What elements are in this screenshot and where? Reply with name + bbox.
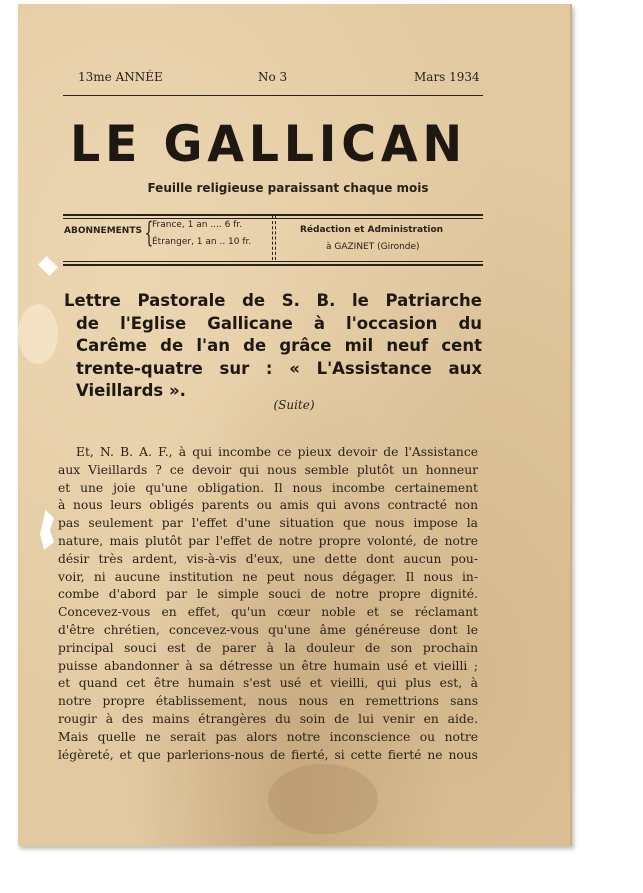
redaction-address: à GAZINET (Gironde) (326, 242, 420, 252)
continued-label: (Suite) (273, 398, 315, 412)
heading-line: Carême de l'an de grâce mil neuf cent (76, 336, 482, 355)
body-line: légèreté, et que parlerions-nous de fierté, si cette fierté ne nous (58, 747, 478, 762)
paper-tear (38, 256, 58, 276)
subscription-bottom-rule (63, 264, 483, 266)
heading-line: trente-quatre sur : « L'Assistance aux (76, 358, 482, 378)
body-line: rougir à des mains étrangères du soin de lui venir en aide. (58, 711, 478, 726)
issue-number: No 3 (258, 70, 288, 84)
newspaper-page (18, 4, 572, 846)
body-line: voir, ni aucune institution ne peut nous dégager. Il nous in- (58, 569, 478, 584)
body-line: notre propre établissement, nous nous en remettrions sans (58, 694, 478, 709)
body-line: et une joie qu'une obligation. Il nous incombe certainement (58, 480, 478, 495)
heading-line: de l'Eglise Gallicane à l'occasion du (76, 313, 482, 333)
body-line: désir très ardent, vis-à-vis d'eux, une dette dont aucun pou- (58, 551, 478, 566)
subscription-top-rule (63, 214, 483, 216)
body-line: à nous leurs obligés parents ou amis qui avons contracté non (58, 498, 478, 513)
masthead-top-rule (63, 95, 483, 96)
body-line: pas seulement par l'effet d'une situation que nous impose la (58, 516, 478, 531)
heading-line: Lettre Pastorale de S. B. le Patriarche (64, 291, 482, 310)
redaction-label: Rédaction et Administration (300, 225, 444, 235)
newspaper-title: LE GALLICAN (70, 115, 467, 173)
body-line: d'être chrétien, concevez-vous qu'une âme généreuse dont le (58, 622, 478, 637)
body-line: Et, N. B. A. F., à qui incombe ce pieux devoir de l'Assistance (76, 445, 478, 459)
article-body (58, 444, 478, 764)
paper-stain (268, 764, 378, 834)
brace: { (144, 216, 154, 249)
subscriptions-label: ABONNEMENTS (64, 226, 142, 236)
body-line: combe d'abord par le simple souci de notre propre dignité. (58, 587, 478, 602)
issue-date: Mars 1934 (414, 70, 480, 84)
body-line: Mais quelle ne serait pas alors notre inconscience ou notre (58, 729, 478, 744)
heading-line: Vieillards ». (76, 381, 186, 400)
subscription-divider (272, 216, 273, 260)
price-etranger: Étranger, 1 an .. 10 fr. (152, 237, 252, 247)
paper-stain (18, 304, 58, 364)
subscription-bottom-rule-thin (63, 261, 483, 262)
body-line: et quand cet être humain s'est usé et vieilli, qui plus est, à (58, 676, 478, 691)
subscription-top-rule-thin (63, 218, 483, 219)
body-line: aux Vieillards ? ce devoir qui nous semble plutôt un honneur (58, 462, 478, 477)
body-line: Concevez-vous en effet, qu'un cœur noble et se réclamant (58, 605, 478, 620)
paper-tear (40, 510, 54, 550)
body-line: nature, mais plutôt par l'effet de notre propre volonté, de notre (58, 533, 478, 548)
issue-year: 13me ANNÉE (78, 70, 163, 84)
body-line: puisse abandonner à sa détresse un être humain usé et vieilli ; (58, 658, 478, 673)
body-line: principal souci est de parer à la douleur de son prochain (58, 640, 478, 655)
price-france: France, 1 an .... 6 fr. (152, 220, 243, 230)
newspaper-subtitle: Feuille religieuse paraissant chaque mois (147, 181, 429, 195)
article-heading (64, 290, 482, 403)
subscription-divider (275, 216, 276, 260)
